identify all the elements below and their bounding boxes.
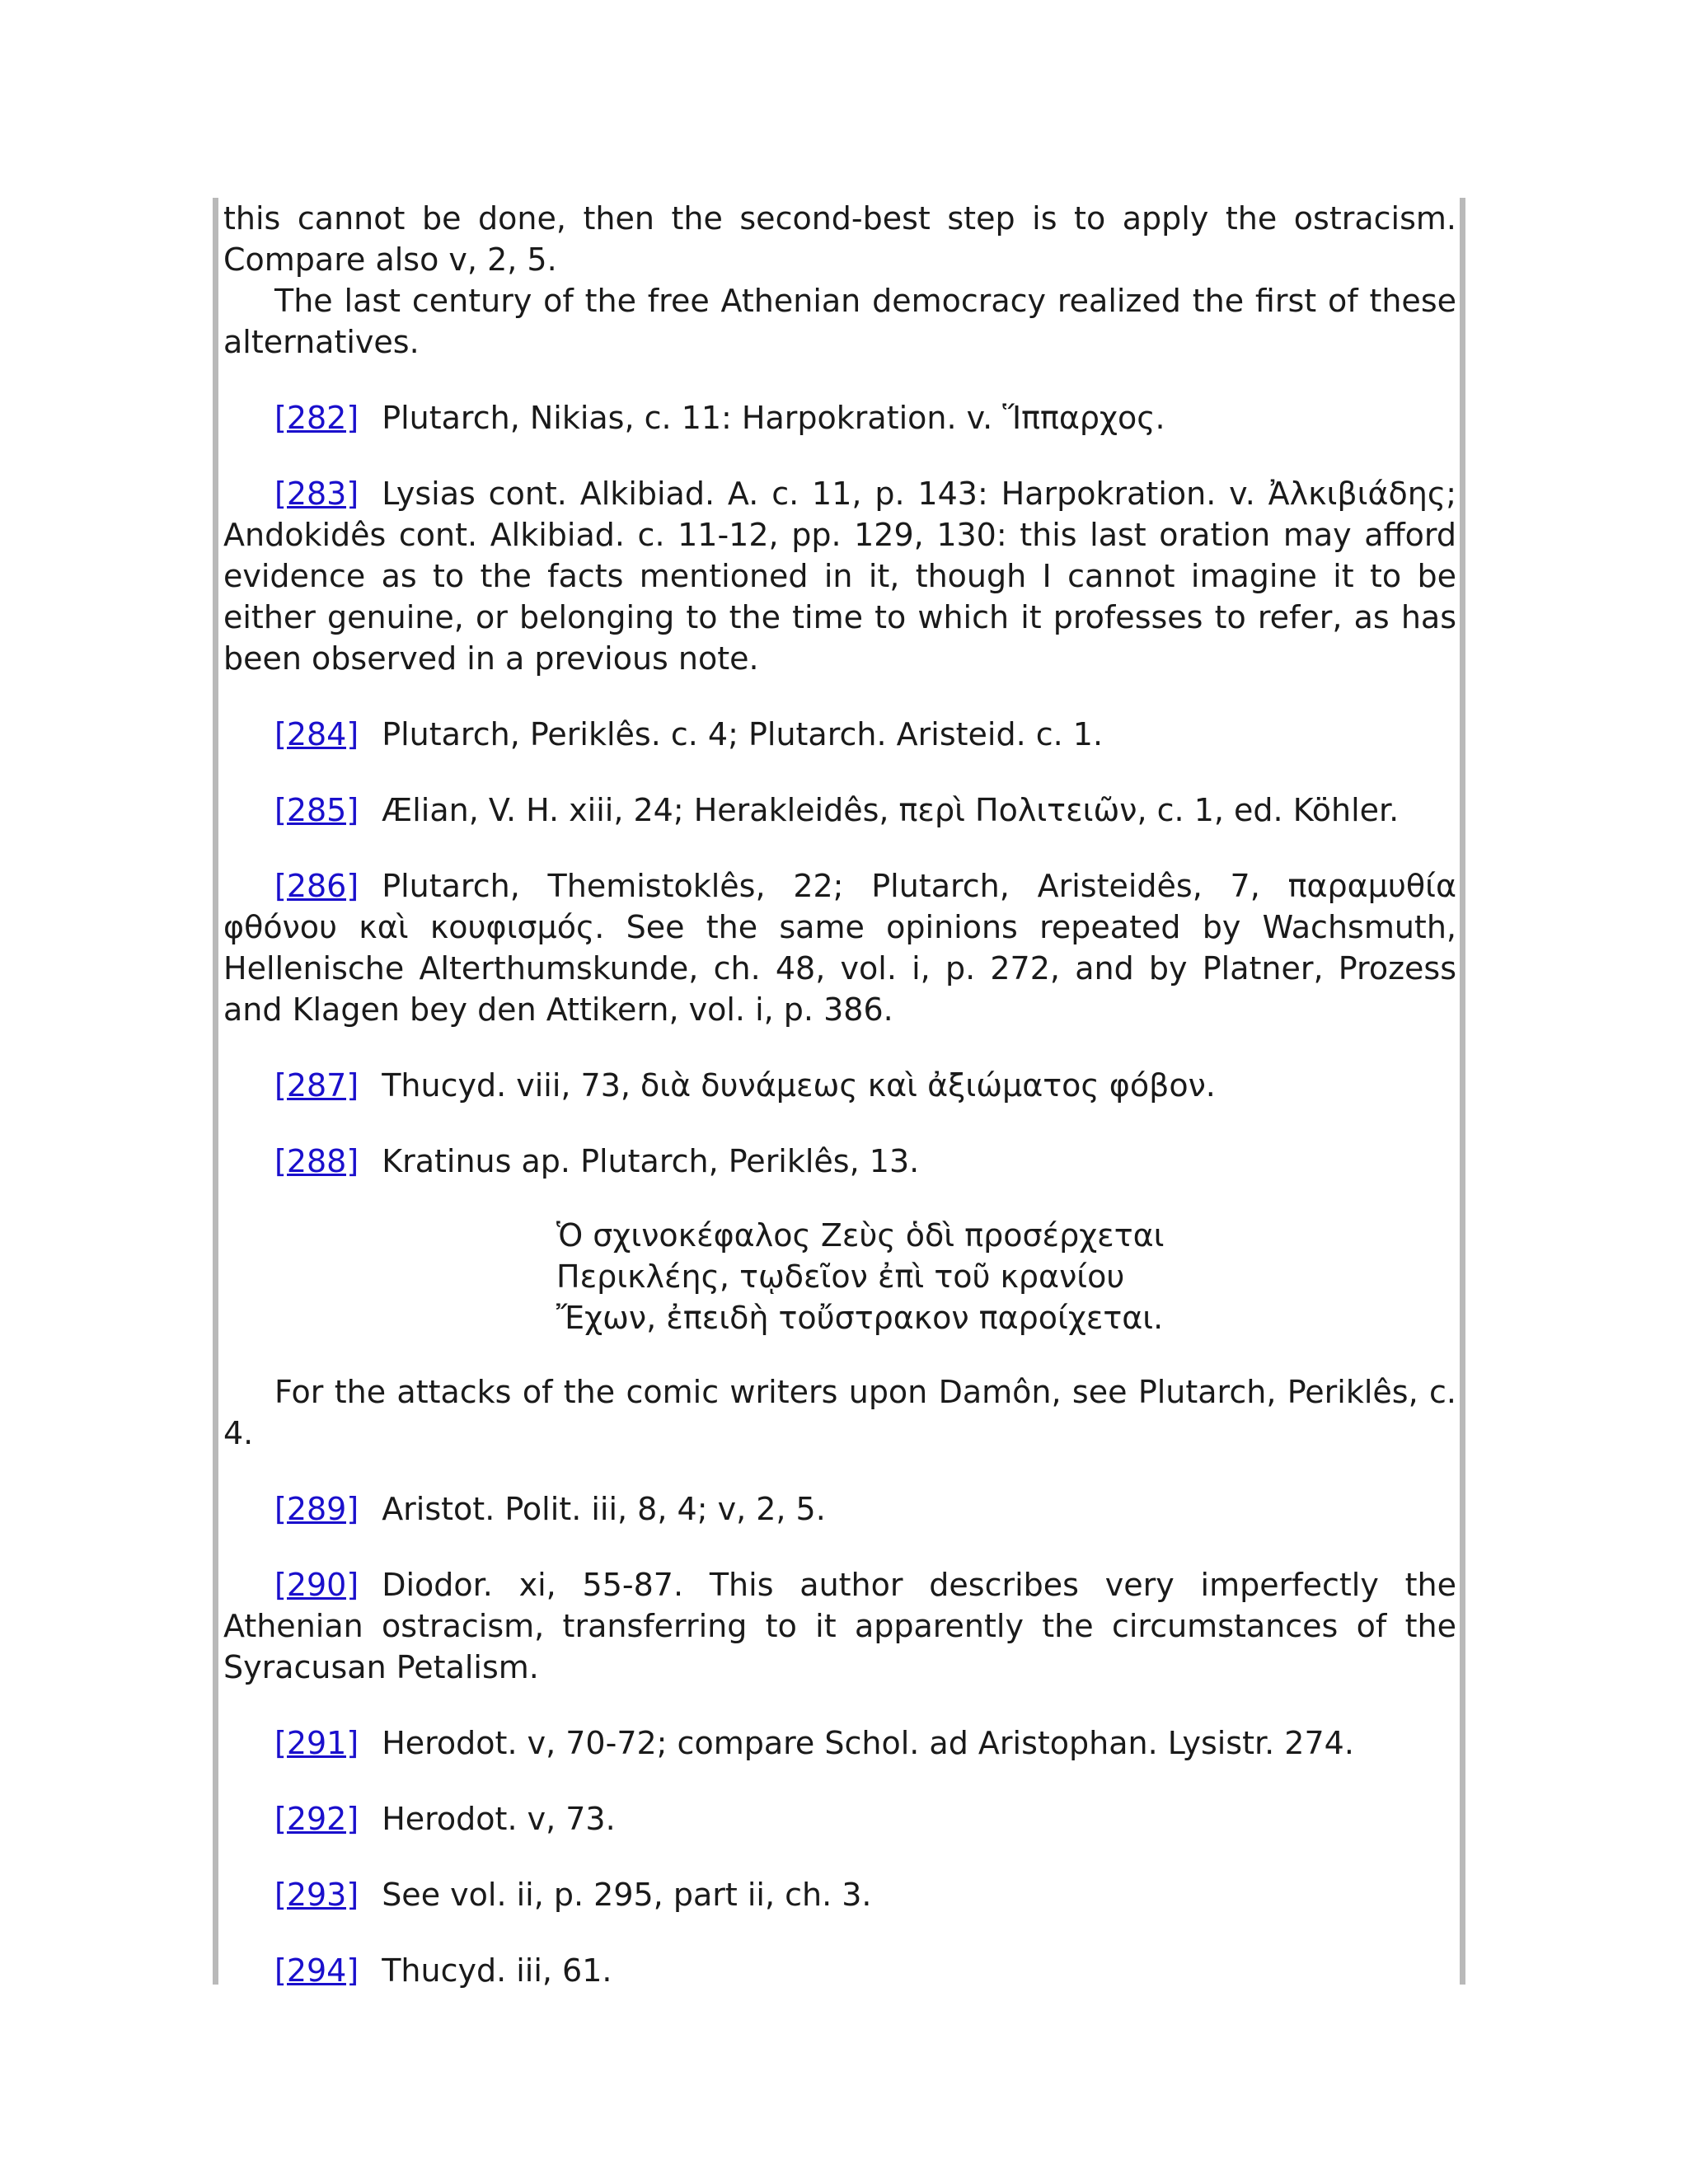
- footnote-link-287[interactable]: [287]: [274, 1067, 359, 1104]
- footnote-text: Ælian, V. H. xiii, 24; Herakleidês, περὶ Πολιτειῶν, c. 1, ed. Köhler.: [382, 792, 1400, 828]
- footnote-link-294[interactable]: [294]: [274, 1952, 359, 1989]
- footnote-link-290[interactable]: [290]: [274, 1567, 359, 1603]
- footnote-284: [223, 714, 1456, 755]
- footnote-292: [223, 1798, 1456, 1840]
- footnote-290: [223, 1564, 1456, 1688]
- footnote-text: Plutarch, Periklês. c. 4; Plutarch. Aristeid. c. 1.: [382, 716, 1104, 752]
- page-frame: [213, 198, 1465, 1989]
- footnote-link-285[interactable]: [285]: [274, 792, 359, 828]
- footnote-text: Plutarch, Themistoklês, 22; Plutarch, Aristeidês, 7, παραμυθία φθόνου καὶ κουφισμός. See the same opinions repeated by Wachsmuth, Hellenische Alterthumskunde, ch. 48, vol. i, p. 272, and by Platner, Prozess and Klagen bey den Attikern, vol. i, p. 386.: [223, 868, 1456, 1028]
- footnote-text: Aristot. Polit. iii, 8, 4; v, 2, 5.: [382, 1491, 826, 1527]
- footnote-text: Diodor. xi, 55-87. This author describes very imperfectly the Athenian ostracism, transferring to it apparently the circumstances of the Syracusan Petalism.: [223, 1567, 1456, 1685]
- footnote-text: Lysias cont. Alkibiad. A. c. 11, p. 143: Harpokration. v. Ἀλκιβιάδης; Andokidês cont. Alkibiad. c. 11-12, pp. 129, 130: this last oration may afford evidence as to the facts mentioned in it, though I cannot imagine it to be either genuine, or belonging to the time to which it professes to refer, as has been observed in a previous note.: [223, 476, 1456, 677]
- footnote-282: [223, 397, 1456, 438]
- footnote-link-288[interactable]: [288]: [274, 1143, 359, 1179]
- footnote-link-293[interactable]: [293]: [274, 1877, 359, 1913]
- verse-quotation: [556, 1215, 1456, 1338]
- verse-commentary: For the attacks of the comic writers upon Damôn, see Plutarch, Periklês, c. 4.: [223, 1374, 1456, 1451]
- footnote-text: Herodot. v, 73.: [382, 1801, 616, 1837]
- intro-paragraph-1: this cannot be done, then the second-best step is to apply the ostracism. Compare also v, 2, 5.: [223, 200, 1456, 278]
- footnote-text: Kratinus ap. Plutarch, Periklês, 13.: [382, 1143, 920, 1179]
- footnote-link-292[interactable]: [292]: [274, 1801, 359, 1837]
- footnote-text: Thucyd. iii, 61.: [382, 1952, 612, 1989]
- verse-line: Περικλέης, τῳδεῖον ἐπὶ τοῦ κρανίου: [556, 1258, 1125, 1295]
- footnote-285: [223, 790, 1456, 831]
- footnote-text: Thucyd. viii, 73, διὰ δυνάμεως καὶ ἀξιώματος φόβον.: [382, 1067, 1216, 1104]
- footnote-text: See vol. ii, p. 295, part ii, ch. 3.: [382, 1877, 872, 1913]
- footnote-text: Plutarch, Nikias, c. 11: Harpokration. v. Ἵππαρχος.: [382, 400, 1165, 436]
- intro-paragraph-2: The last century of the free Athenian democracy realized the first of these alternatives.: [223, 283, 1456, 360]
- verse-line: Ἔχων, ἐπειδὴ τοὔστρακον παροίχεται.: [556, 1300, 1164, 1336]
- footnote-288: [223, 1141, 1456, 1182]
- footnote-291: [223, 1722, 1456, 1764]
- footnote-289: [223, 1488, 1456, 1530]
- document-body: [223, 198, 1456, 1991]
- footnote-link-283[interactable]: [283]: [274, 476, 359, 512]
- verse-line: Ὁ σχινοκέφαλος Ζεὺς ὁδὶ προσέρχεται: [556, 1217, 1165, 1254]
- footnote-link-289[interactable]: [289]: [274, 1491, 359, 1527]
- footnote-link-286[interactable]: [286]: [274, 868, 359, 904]
- footnote-287: [223, 1065, 1456, 1106]
- footnote-283: [223, 473, 1456, 679]
- footnote-294: [223, 1950, 1456, 1991]
- footnote-link-291[interactable]: [291]: [274, 1725, 359, 1761]
- footnote-text: Herodot. v, 70-72; compare Schol. ad Aristophan. Lysistr. 274.: [382, 1725, 1354, 1761]
- footnote-293: [223, 1874, 1456, 1915]
- footnote-link-284[interactable]: [284]: [274, 716, 359, 752]
- footnote-286: [223, 865, 1456, 1030]
- footnote-link-282[interactable]: [282]: [274, 400, 359, 436]
